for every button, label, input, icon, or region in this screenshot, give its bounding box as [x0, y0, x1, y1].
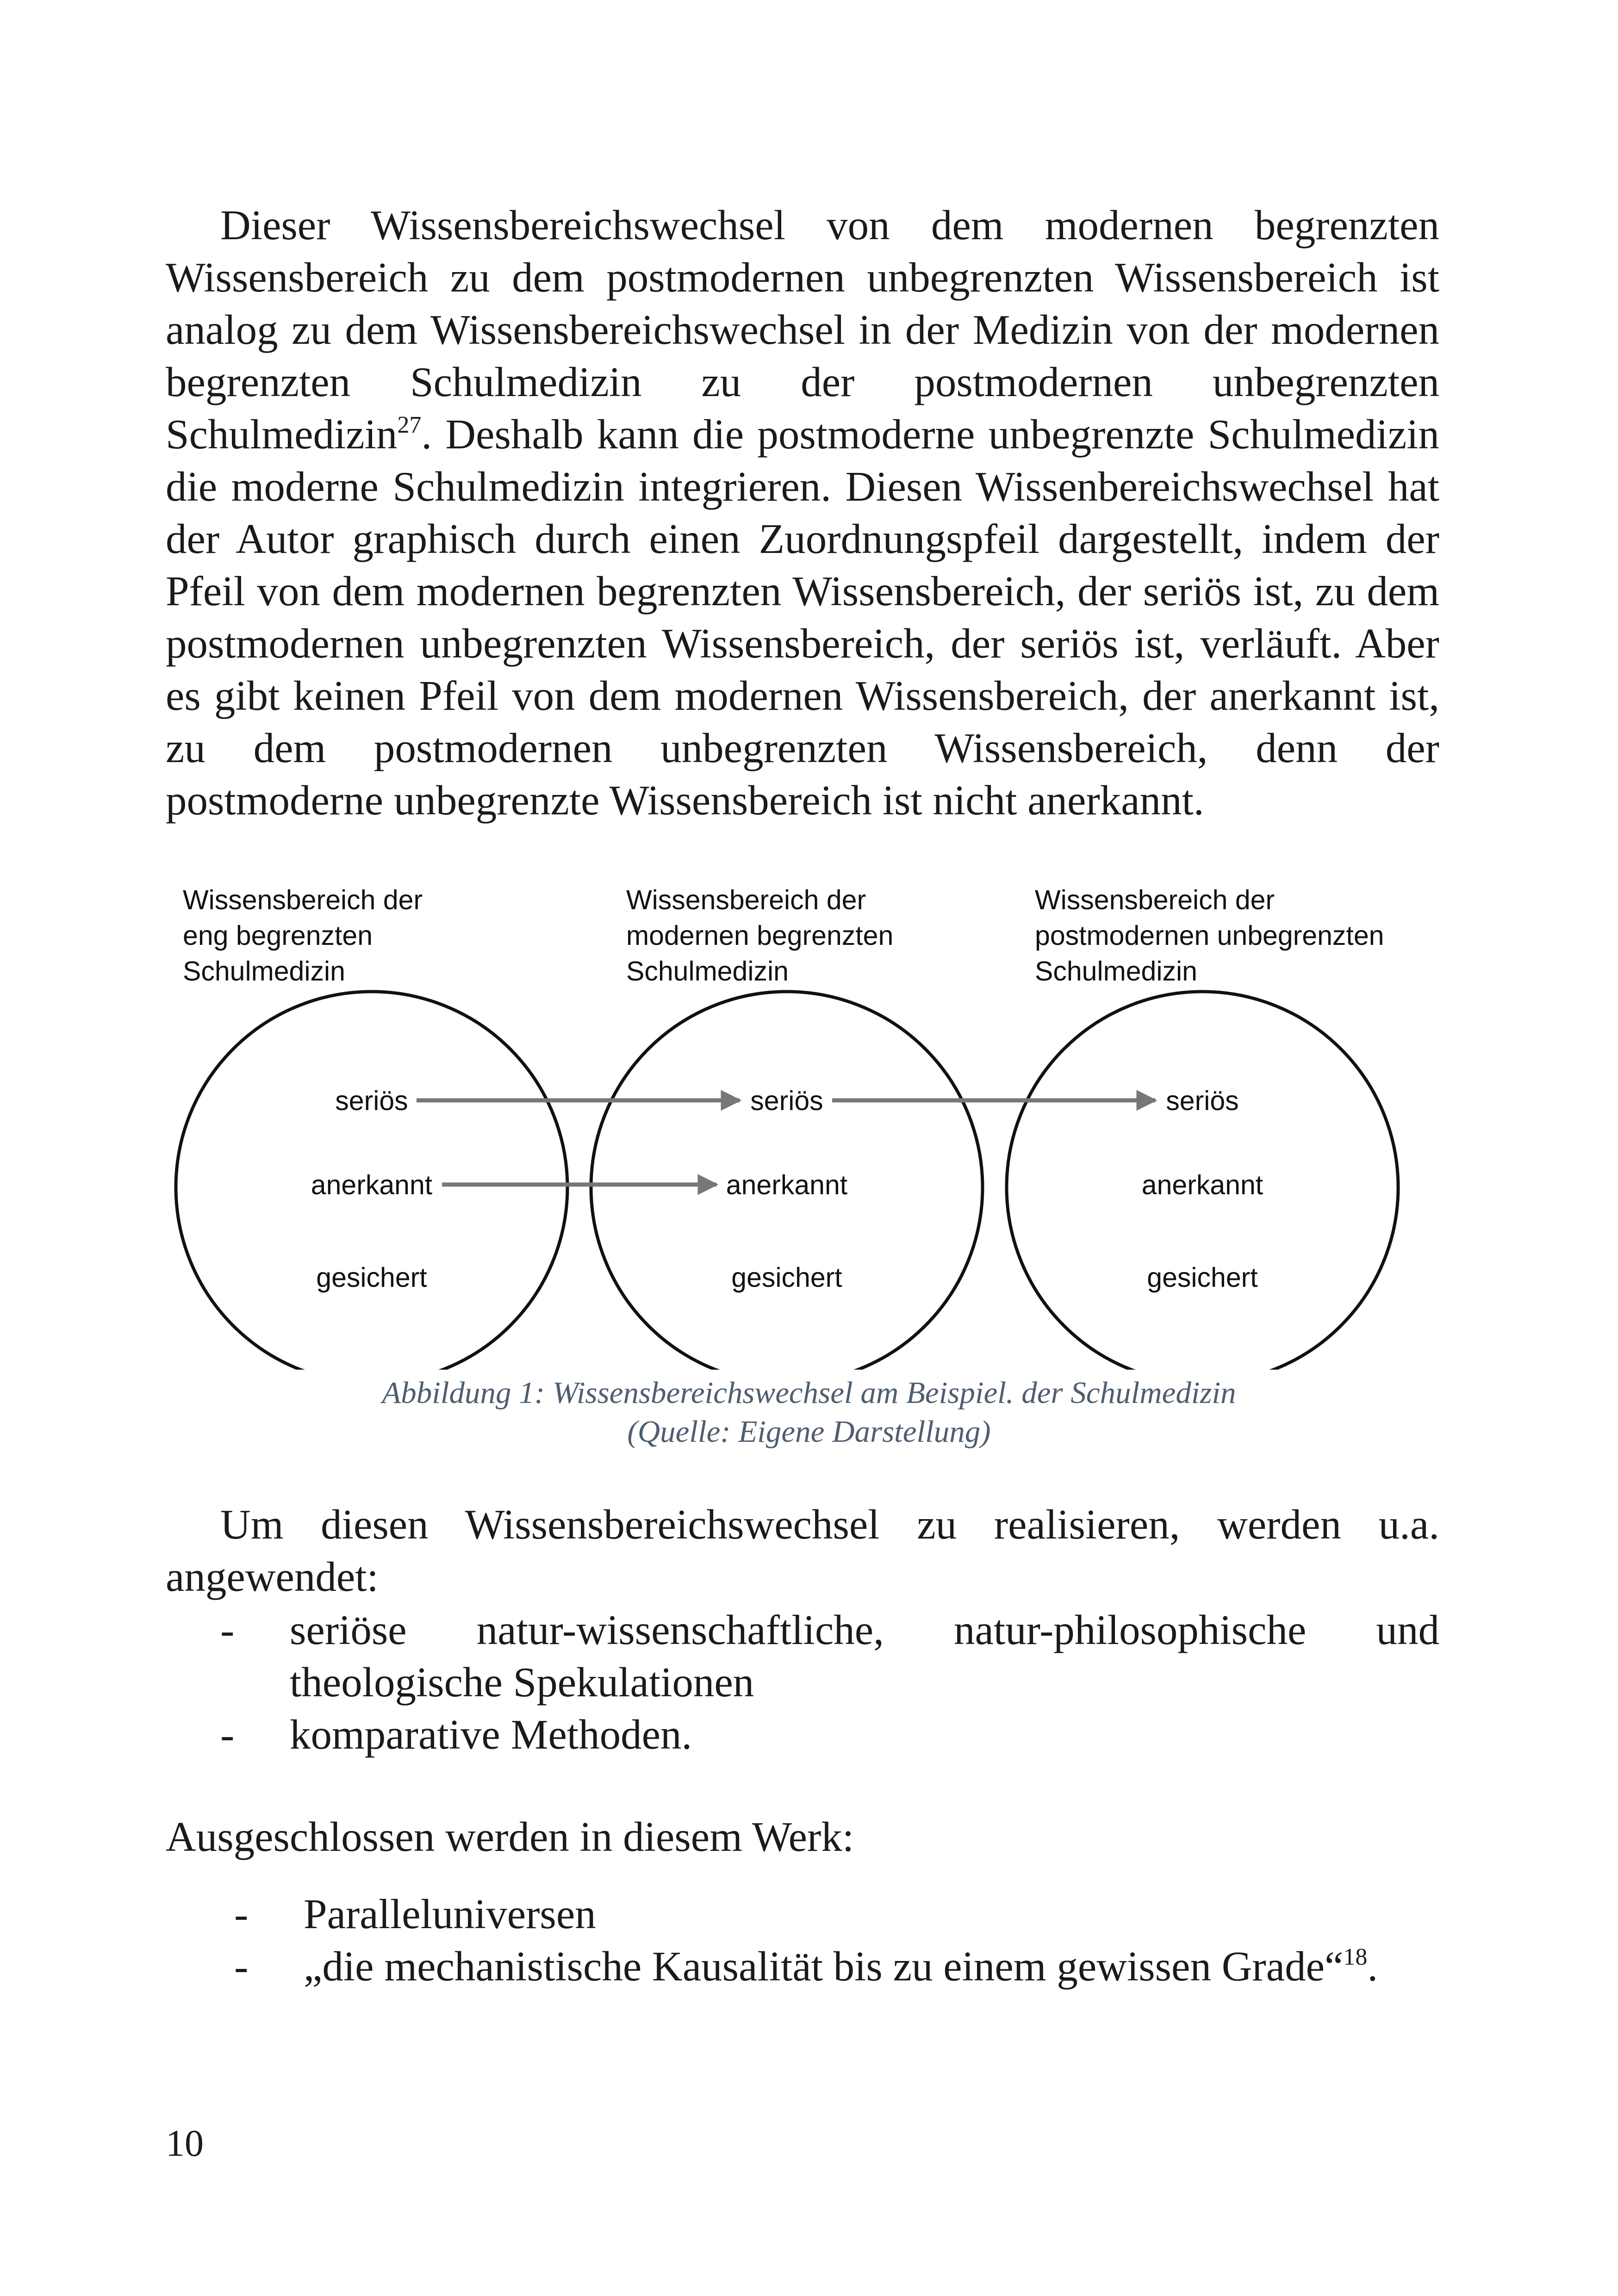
- figure-caption-line-1: Abbildung 1: Wissensbereichswechsel am Beispiel. der Schulmedizin: [382, 1376, 1236, 1410]
- circle-1-title-line-2: eng begrenzten: [183, 920, 373, 951]
- circle-3-label-anerkannt: anerkannt: [1141, 1170, 1263, 1200]
- paragraph-intro-text-b: . Deshalb kann die postmoderne unbegrenzte Schulmedizin die moderne Schulmedizin integrieren. Diesen Wissenbereichswechsel hat der Autor graphisch durch einen Zuordnungspfeil dargestellt, indem der Pfeil von dem modernen begrenzten Wissensbereich, der seriös ist, zu dem postmodernen unbegrenzten Wissensbereich, der seriös ist, verläuft. Aber es gibt keinen Pfeil von dem modernen Wissensbereich, der anerkannt ist, zu dem postmodernen unbegrenzten Wissensbereich, denn der postmoderne unbegrenzte Wissensbereich ist nicht anerkannt.: [166, 411, 1439, 824]
- paragraph-methods-intro: Um diesen Wissensbereichswechsel zu realisieren, werden u.a. angewendet:: [166, 1501, 1439, 1600]
- list-item-text: komparative Methoden.: [290, 1711, 692, 1758]
- list-item: [220, 1708, 1439, 1761]
- paragraph-intro-text-a: Dieser Wissensbereichswechsel von dem modernen begrenzten Wissensbereich zu dem postmodernen unbegrenzten Wissensbereich ist analog zu dem Wissensbereichswechsel in der Medizin von der modernen begrenzten Schulmedizin zu der postmodernen unbegrenzten Schulmedizin: [166, 202, 1439, 458]
- list-dash: -: [220, 1607, 235, 1653]
- list-item-text: seriöse natur-wissenschaftliche, natur-philosophische und theologische Spekulationen: [290, 1607, 1439, 1706]
- list-item-text: „die mechanistische Kausalität bis zu einem gewissen Grade“: [304, 1943, 1344, 1990]
- methods-list: [220, 1604, 1439, 1761]
- footnote-ref-27: 27: [397, 412, 422, 438]
- page-number: 10: [166, 2122, 204, 2164]
- circle-2-title-line-3: Schulmedizin: [626, 956, 789, 987]
- list-item-text: Paralleluniversen: [304, 1891, 596, 1937]
- list-item: [234, 1940, 1439, 1992]
- circle-2-title-line-1: Wissensbereich der: [626, 885, 866, 915]
- circle-3-label-gesichert: gesichert: [1147, 1262, 1258, 1293]
- list-dash: -: [220, 1711, 235, 1758]
- circle-1-title-line-3: Schulmedizin: [183, 956, 345, 987]
- circle-1-label-serioes: seriös: [335, 1086, 408, 1116]
- circle-2-label-serioes: seriös: [750, 1086, 823, 1116]
- circle-2-label-anerkannt: anerkannt: [726, 1170, 848, 1200]
- figure-wissensbereichswechsel: [0, 870, 1618, 1397]
- list-item-end: .: [1367, 1943, 1378, 1990]
- exclusions-list: [234, 1888, 1439, 1992]
- circle-3-title-line-1: Wissensbereich der: [1035, 885, 1275, 915]
- list-dash: -: [234, 1891, 249, 1937]
- circle-3-title-line-3: Schulmedizin: [1035, 956, 1197, 987]
- circle-1-title-line-1: Wissensbereich der: [183, 885, 423, 915]
- circle-diagram: [0, 870, 1618, 1370]
- list-dash: -: [234, 1943, 249, 1990]
- paragraph-intro: [166, 199, 1439, 826]
- circle-1-label-gesichert: gesichert: [316, 1262, 427, 1293]
- list-item: [220, 1604, 1439, 1708]
- list-item: [234, 1888, 1439, 1940]
- circle-3-label-serioes: seriös: [1166, 1086, 1239, 1116]
- circle-3-title-line-2: postmodernen unbegrenzten: [1035, 920, 1384, 951]
- paragraph-exclusions-intro: Ausgeschlossen werden in diesem Werk:: [166, 1813, 854, 1860]
- circle-2-title-line-2: modernen begrenzten: [626, 920, 894, 951]
- circle-2-label-gesichert: gesichert: [731, 1262, 842, 1293]
- footnote-ref-18: 18: [1343, 1944, 1368, 1970]
- figure-caption-line-2: (Quelle: Eigene Darstellung): [627, 1415, 991, 1449]
- circle-1-label-anerkannt: anerkannt: [311, 1170, 433, 1200]
